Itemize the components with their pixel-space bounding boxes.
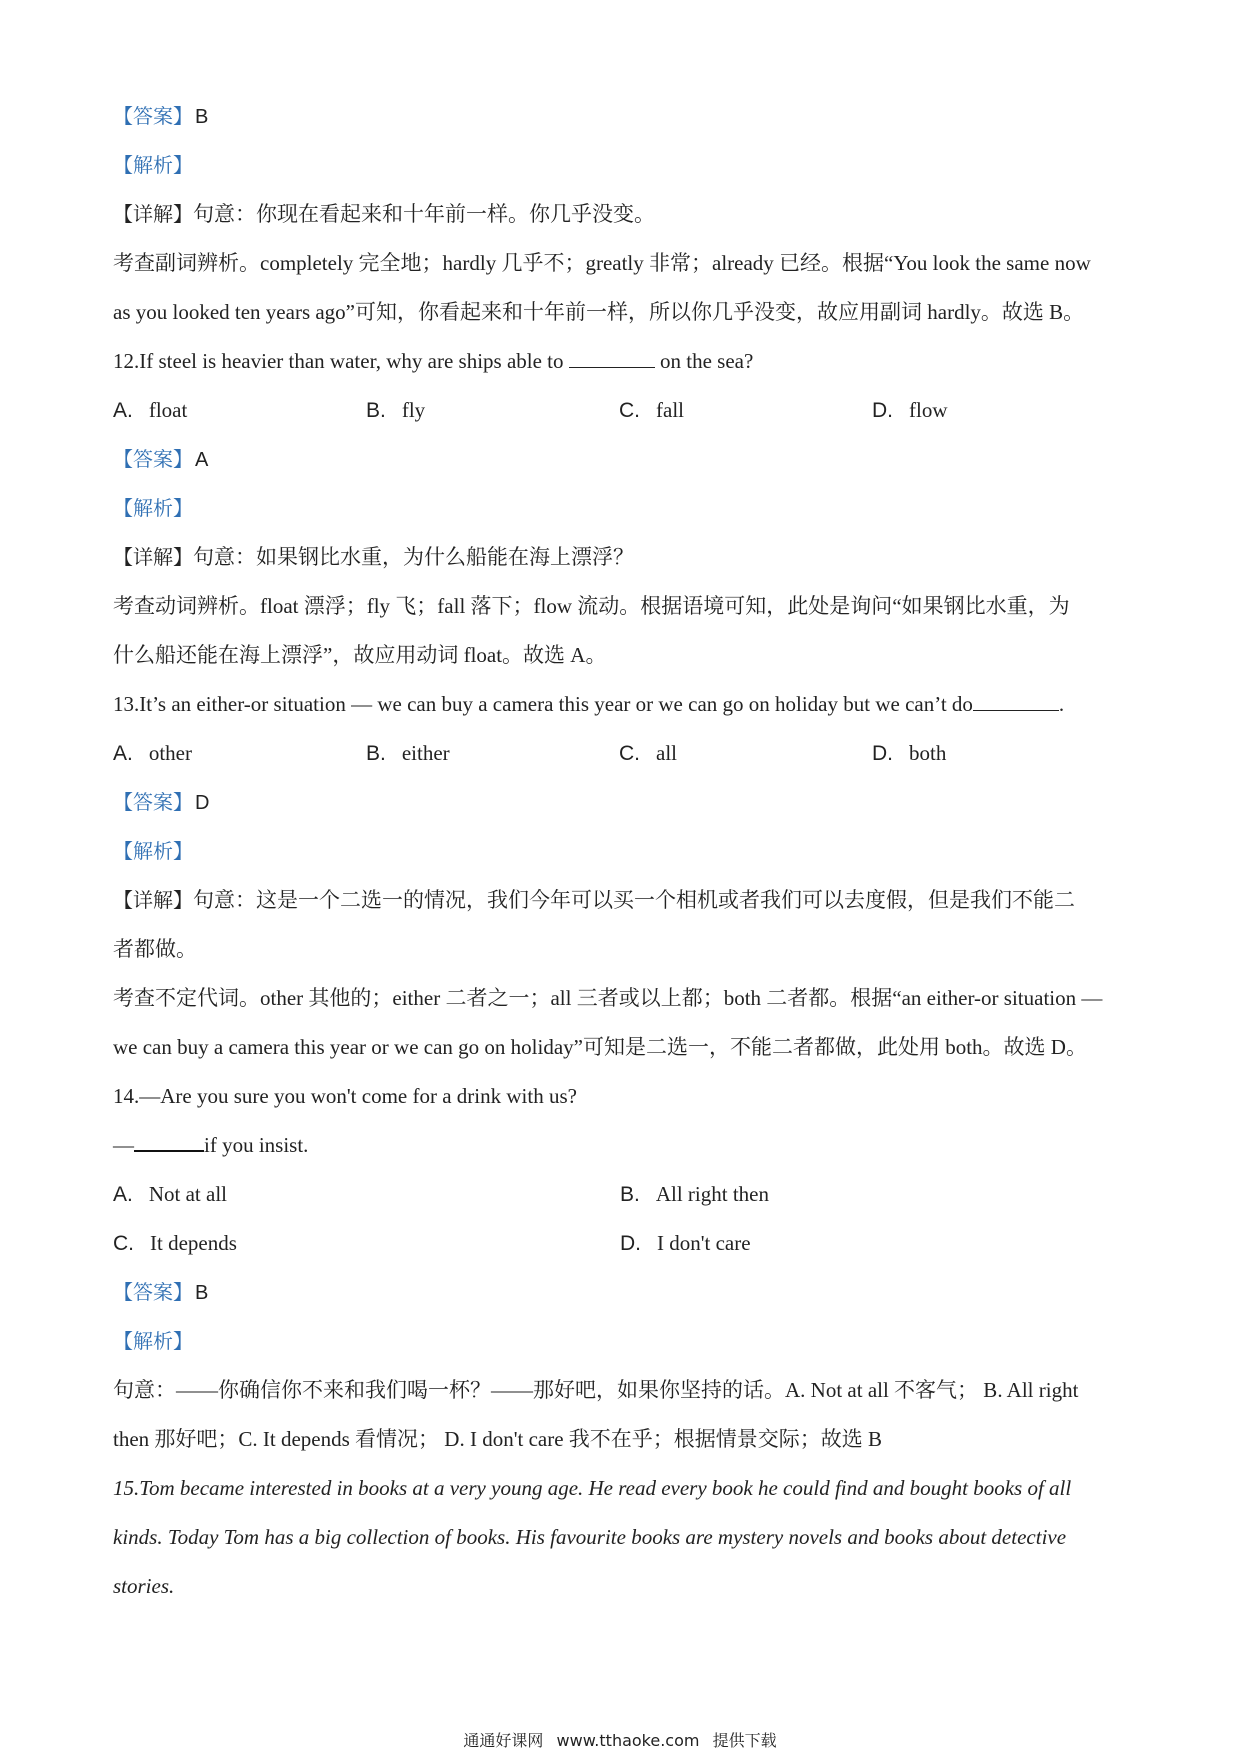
q12-explanation-2: 什么船还能在海上漂浮”，故应用动词 float。故选 A。 [113,643,607,667]
answer-blank [569,349,655,368]
q14-options-row-1 [113,1170,1133,1219]
q14-explanation-2: then 那好吧；C. It depends 看情况； D. I don't care 我不在乎；根据情景交际；故选 B [113,1427,883,1451]
q14-answer: B [195,1282,209,1304]
q12-stem: 12.If steel is heavier than water, why are ships able to on the sea? [113,349,754,373]
q14-explanation-1: 句意：——你确信你不来和我们喝一杯？——那好吧，如果你坚持的话。A. Not at all 不客气； B. All right [113,1378,1079,1402]
analysis-label: 【解析】 [113,496,193,520]
q15-passage-line-3: stories. [113,1574,175,1598]
q13-explanation-1: 考查不定代词。other 其他的；either 二者之一；all 三者或以上都；both 二者都。根据“an either-or situation — [113,986,1103,1010]
q13-option-b: B. either [366,741,450,765]
q12-analysis-line [113,484,1133,533]
answer-label: 【答案】 [113,1280,193,1304]
footer-site-name: 通通好课网 [463,1731,544,1750]
q11-analysis-line [113,141,1133,190]
q13-meaning-1: 【详解】句意：这是一个二选一的情况，我们今年可以买一个相机或者我们可以去度假，但是我们不能二 [113,888,1075,912]
q12-option-d: D. flow [872,398,948,422]
q14-analysis-line [113,1317,1133,1366]
q13-answer: D [195,792,210,814]
q12-option-a: A. float [113,398,188,422]
q13-option-c: C. all [619,741,677,765]
q11-explanation-2: as you looked ten years ago”可知，你看起来和十年前一样，所以你几乎没变，故应用副词 hardly。故选 B。 [113,300,1085,324]
q12-explanation-1: 考查动词辨析。float 漂浮；fly 飞；fall 落下；flow 流动。根据语境可知，此处是询问“如果钢比水重，为 [113,594,1070,618]
document-body [113,92,1133,1611]
q12-answer-line [113,435,1133,484]
q11-answer: B [195,106,209,128]
q13-explanation-2: we can buy a camera this year or we can go on holiday”可知是二选一，不能二者都做，此处用 both。故选 D。 [113,1035,1087,1059]
footer-note: 提供下载 [712,1731,777,1750]
answer-label: 【答案】 [113,790,193,814]
q12-answer: A [195,449,209,471]
q14-option-a: A. Not at all [113,1182,227,1206]
q14-option-c: C. It depends [113,1231,237,1255]
q14-options-row-2 [113,1219,1133,1268]
q12-options [113,386,1133,435]
q13-analysis-line [113,827,1133,876]
q12-option-c: C. fall [619,398,684,422]
answer-label: 【答案】 [113,447,193,471]
q14-option-d: D. I don't care [620,1231,751,1255]
q11-meaning: 【详解】句意：你现在看起来和十年前一样。你几乎没变。 [113,202,655,226]
q15-passage-line-2: kinds. Today Tom has a big collection of books. His favourite books are mystery novels and books about detective [113,1525,1067,1549]
detail-label: 【详解】 [113,888,193,912]
q15-passage-line-1: 15.Tom became interested in books at a very young age. He read every book he could find and bought books of all [113,1476,1072,1500]
q13-options [113,729,1133,778]
q14-stem: 14.—Are you sure you won't come for a drink with us? [113,1084,577,1108]
detail-label: 【详解】 [113,545,193,569]
q13-answer-line [113,778,1133,827]
footer-url[interactable]: www.tthaoke.com [556,1731,700,1750]
q13-option-a: A. other [113,741,192,765]
answer-blank [973,692,1059,711]
answer-label: 【答案】 [113,104,193,128]
page-footer [0,1728,1240,1751]
q13-stem: 13.It’s an either-or situation — we can buy a camera this year or we can go on holiday but we can’t do . [113,692,1065,716]
analysis-label: 【解析】 [113,153,193,177]
analysis-label: 【解析】 [113,839,193,863]
q12-meaning: 【详解】句意：如果钢比水重，为什么船能在海上漂浮？ [113,545,634,569]
q11-answer-line [113,92,1133,141]
analysis-label: 【解析】 [113,1329,193,1353]
q14-answer-line [113,1268,1133,1317]
q14-reply: — if you insist. [113,1133,309,1157]
q13-meaning-2: 者都做。 [113,937,197,961]
answer-blank [134,1132,204,1152]
q14-option-b: B. All right then [620,1182,769,1206]
q13-option-d: D. both [872,741,947,765]
q11-explanation-1: 考查副词辨析。completely 完全地；hardly 几乎不；greatly 非常；already 已经。根据“You look the same now [113,251,1091,275]
q12-option-b: B. fly [366,398,426,422]
detail-label: 【详解】 [113,202,193,226]
